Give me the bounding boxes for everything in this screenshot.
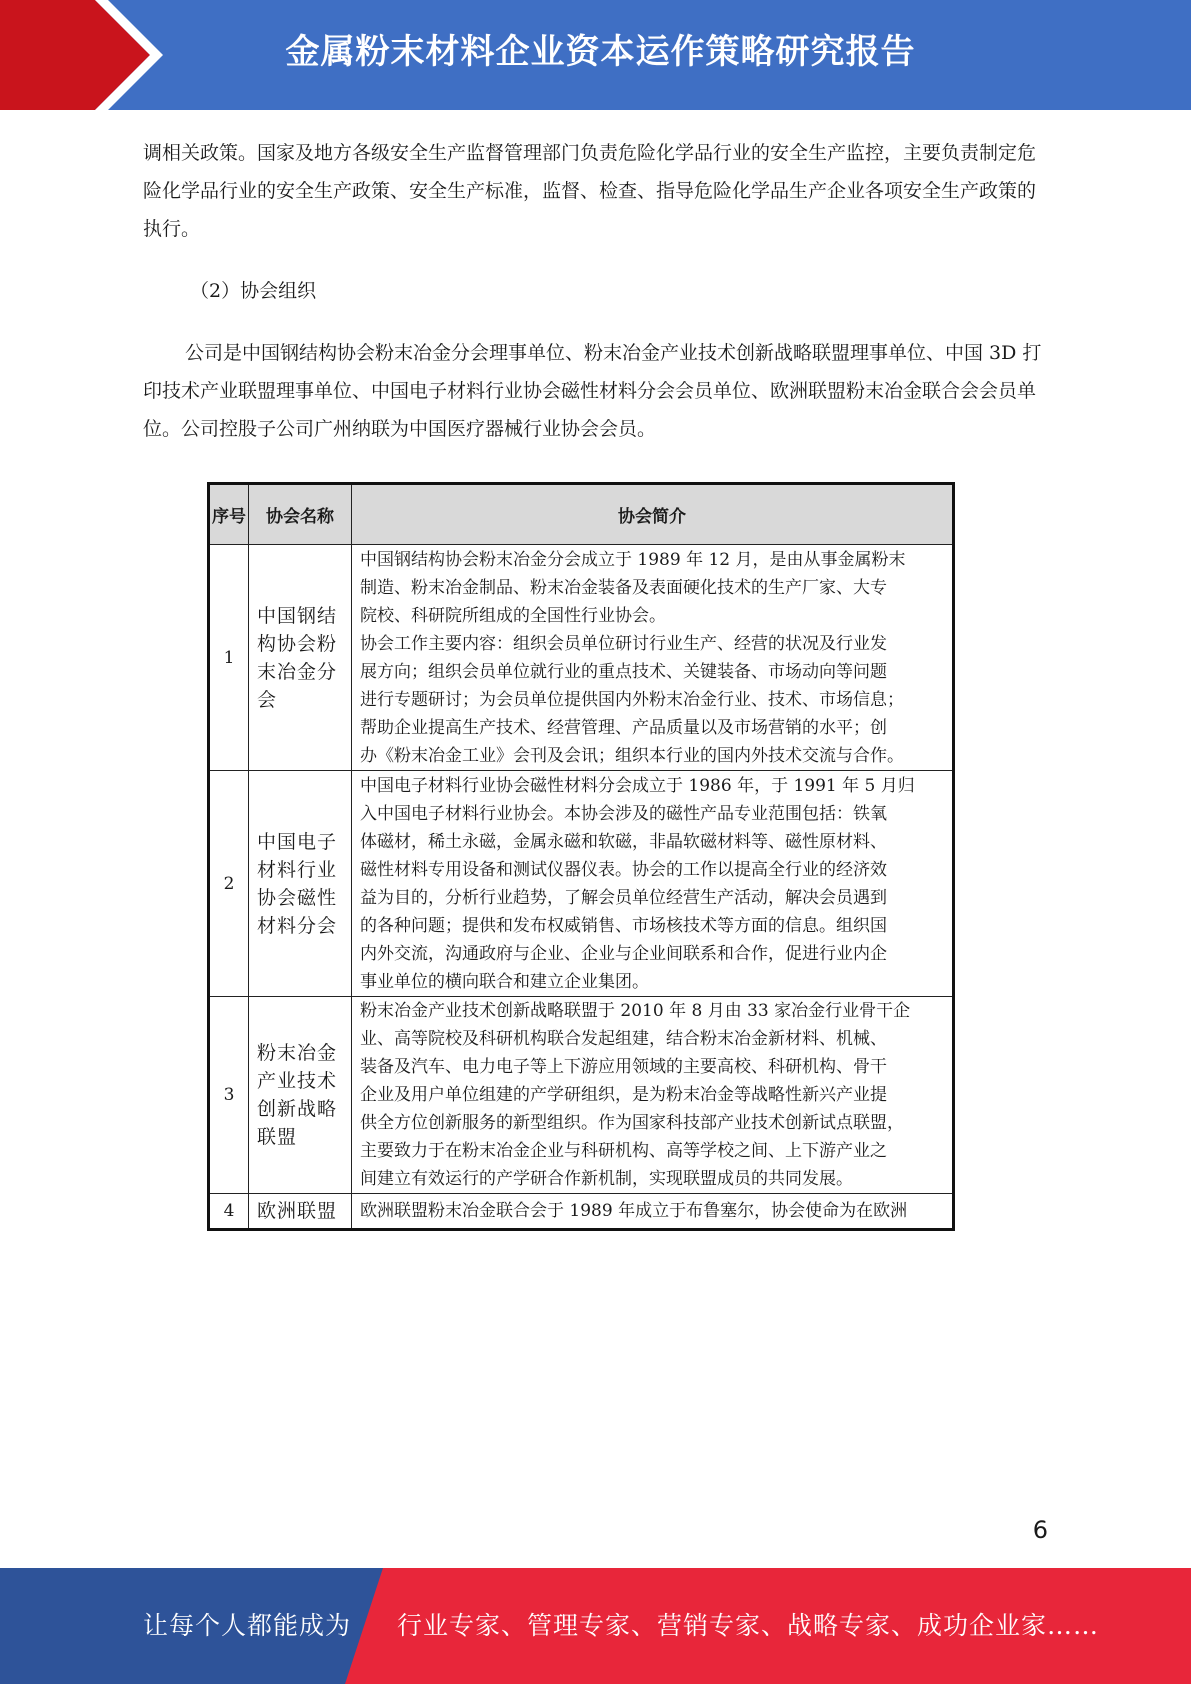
row-number: 1 bbox=[209, 545, 249, 771]
row-number: 2 bbox=[209, 771, 249, 997]
header-desc: 协会简介 bbox=[352, 484, 954, 545]
desc-line: 办《粉末冶金工业》会刊及会讯；组织本行业的国内外技术交流与合作。 bbox=[360, 745, 904, 766]
document-title: 金属粉末材料企业资本运作策略研究报告 bbox=[285, 32, 916, 72]
desc-line: 制造、粉末冶金制品、粉末冶金装备及表面硬化技术的生产厂家、大专 bbox=[360, 577, 887, 598]
association-table bbox=[207, 482, 955, 1231]
footer-banner bbox=[0, 1568, 1191, 1684]
association-name: 欧洲联盟 bbox=[249, 1194, 352, 1230]
footer-slogan-left: 让每个人都能成为 bbox=[143, 1611, 352, 1640]
header-no: 序号 bbox=[209, 484, 249, 545]
paragraph-associations: 公司是中国钢结构协会粉末冶金分会理事单位、粉末冶金产业技术创新战略联盟理事单位、中国 3D 打印技术产业联盟理事单位、中国电子材料行业协会磁性材料分会会员单位、欧洲联盟粉末冶金联合会会员单位。公司控股子公司广州纳联为中国医疗器械行业协会会员。 bbox=[143, 342, 1042, 440]
desc-line: 间建立有效运行的产学研合作新机制，实现联盟成员的共同发展。 bbox=[360, 1169, 853, 1189]
table-row bbox=[209, 771, 954, 997]
desc-line: 益为目的，分析行业趋势，了解会员单位经营生产活动，解决会员遇到 bbox=[360, 887, 887, 908]
row-number: 3 bbox=[209, 997, 249, 1194]
desc-line: 主要致力于在粉末冶金企业与科研机构、高等学校之间、上下游产业之 bbox=[360, 1141, 887, 1161]
association-description bbox=[352, 771, 954, 997]
desc-line: 进行专题研讨；为会员单位提供国内外粉末冶金行业、技术、市场信息； bbox=[360, 689, 904, 710]
desc-line: 事业单位的横向联合和建立企业集团。 bbox=[360, 971, 649, 992]
header-red-arrow bbox=[0, 0, 150, 110]
desc-line: 协会工作主要内容：组织会员单位研讨行业生产、经营的状况及行业发 bbox=[360, 633, 887, 654]
desc-line: 粉末冶金产业技术创新战略联盟于 2010 年 8 月由 33 家冶金行业骨干企 bbox=[360, 1001, 911, 1021]
desc-line: 内外交流，沟通政府与企业、企业与企业间联系和合作，促进行业内企 bbox=[360, 943, 887, 964]
association-description bbox=[352, 997, 954, 1194]
header-name: 协会名称 bbox=[249, 484, 352, 545]
association-name: 粉末冶金产业技术创新战略联盟 bbox=[249, 997, 352, 1194]
desc-line: 帮助企业提高生产技术、经营管理、产品质量以及市场营销的水平；创 bbox=[360, 717, 887, 738]
association-name: 中国电子材料行业协会磁性材料分会 bbox=[249, 771, 352, 997]
desc-line: 磁性材料专用设备和测试仪器仪表。协会的工作以提高全行业的经济效 bbox=[360, 859, 887, 880]
desc-line: 体磁材，稀土永磁，金属永磁和软磁，非晶软磁材料等、磁性原材料、 bbox=[360, 831, 887, 852]
header-banner bbox=[0, 0, 1191, 110]
footer-slogan-right: 行业专家、管理专家、营销专家、战略专家、成功企业家…… bbox=[397, 1611, 1100, 1640]
association-description bbox=[352, 545, 954, 771]
desc-line: 企业及用户单位组建的产学研组织，是为粉末冶金等战略性新兴产业提 bbox=[360, 1085, 887, 1105]
association-description bbox=[352, 1194, 954, 1230]
desc-line: 业、高等院校及科研机构联合发起组建，结合粉末冶金新材料、机械、 bbox=[360, 1029, 887, 1049]
paragraph-policy: 调相关政策。国家及地方各级安全生产监督管理部门负责危险化学品行业的安全生产监控，主要负责制定危险化学品行业的安全生产政策、安全生产标准，监督、检查、指导危险化学品生产企业各项安全生产政策的执行。 bbox=[143, 142, 1037, 240]
association-name: 中国钢结构协会粉末冶金分会 bbox=[249, 545, 352, 771]
desc-line: 展方向；组织会员单位就行业的重点技术、关键装备、市场动向等问题 bbox=[360, 661, 887, 682]
table-row bbox=[209, 545, 954, 771]
section-subheading: （2）协会组织 bbox=[190, 280, 317, 302]
desc-line: 院校、科研院所组成的全国性行业协会。 bbox=[360, 605, 666, 626]
table-row bbox=[209, 997, 954, 1194]
desc-line: 中国电子材料行业协会磁性材料分会成立于 1986 年，于 1991 年 5 月归 bbox=[360, 775, 915, 796]
desc-line: 入中国电子材料行业协会。本协会涉及的磁性产品专业范围包括：铁氧 bbox=[360, 803, 887, 824]
table-row bbox=[209, 1194, 954, 1230]
row-number: 4 bbox=[209, 1194, 249, 1230]
desc-line: 中国钢结构协会粉末冶金分会成立于 1989 年 12 月，是由从事金属粉末 bbox=[360, 549, 906, 570]
desc-line: 供全方位创新服务的新型组织。作为国家科技部产业技术创新试点联盟， bbox=[360, 1113, 904, 1133]
desc-line: 的各种问题；提供和发布权威销售、市场核技术等方面的信息。组织国 bbox=[360, 915, 887, 936]
table-header-row bbox=[209, 484, 954, 545]
desc-line: 欧洲联盟粉末冶金联合会于 1989 年成立于布鲁塞尔，协会使命为在欧洲 bbox=[360, 1201, 908, 1221]
desc-line: 装备及汽车、电力电子等上下游应用领域的主要高校、科研机构、骨干 bbox=[360, 1057, 887, 1077]
page-number: 6 bbox=[1032, 1516, 1048, 1544]
